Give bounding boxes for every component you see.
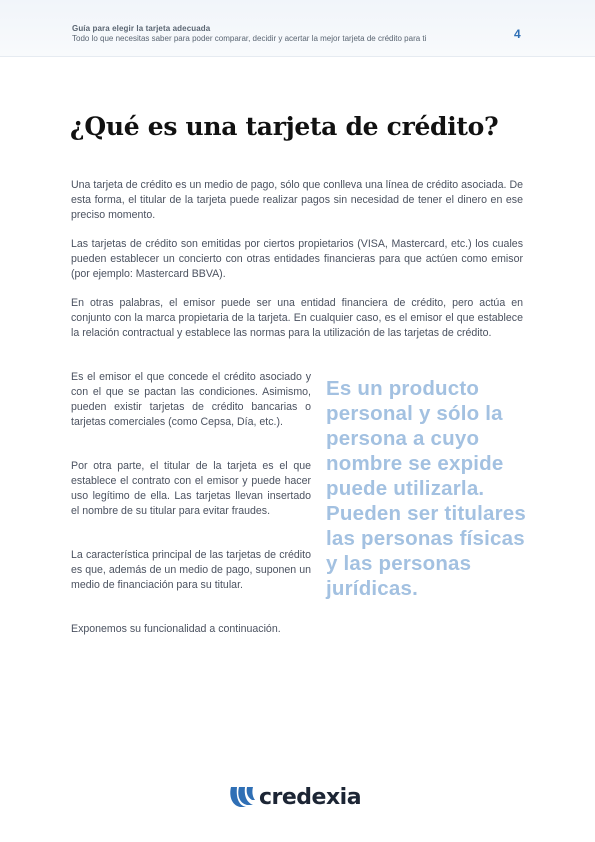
- paragraph-3: En otras palabras, el emisor puede ser una entidad financiera de crédito, pero actúa en conjunto con la marca propietaria de la tarjeta. En cualquier caso, es el emisor el que establece la relación contractual y establece las normas para la utilización de las tarjetas de crédito.: [71, 297, 523, 339]
- page-number: 4: [514, 27, 521, 41]
- logo-wordmark: credexia: [259, 784, 362, 810]
- column-paragraph-2: Por otra parte, el titular de la tarjeta es el que establece el contrato con el emisor y puede hacer uso legítimo de ella. Las tarjetas llevan insertado el nombre de su titular para evitar fraudes.: [71, 460, 311, 517]
- column-paragraph-3: La característica principal de las tarjetas de crédito es que, además de un medio de pago, suponen un medio de financiación para su titular.: [71, 549, 311, 591]
- page-header: [0, 0, 595, 57]
- column-paragraph-1: Es el emisor el que concede el crédito asociado y con el que se pactan las condiciones. Asimismo, pueden existir tarjetas de crédito bancarias o tarjetas comerciales (como Cepsa, Día, etc.).: [71, 371, 311, 428]
- paragraph-2: Las tarjetas de crédito son emitidas por ciertos propietarios (VISA, Mastercard, etc.) los cuales pueden establecer un concierto con otras entidades financieras para que actúen como emisor (por ejemplo: Mastercard BBVA).: [71, 238, 523, 280]
- header-title: Guía para elegir la tarjeta adecuada: [72, 24, 211, 33]
- column-paragraph-4: Exponemos su funcionalidad a continuación.: [71, 623, 281, 635]
- pull-quote: Es un producto personal y sólo la persona a cuyo nombre se expide puede utilizarla. Pueden ser titulares las personas físicas y las personas jurídicas.: [326, 377, 526, 600]
- page-title: ¿Qué es una tarjeta de crédito?: [70, 112, 499, 141]
- header-subtitle: Todo lo que necesitas saber para poder comparar, decidir y acertar la mejor tarjeta de crédito para ti: [72, 34, 427, 43]
- paragraph-1: Una tarjeta de crédito es un medio de pago, sólo que conlleva una línea de crédito asociada. De esta forma, el titular de la tarjeta puede realizar pagos sin necesidad de tener el dinero en ese preciso momento.: [71, 179, 523, 221]
- credexia-logo-icon: [228, 785, 256, 809]
- credexia-logo: [228, 784, 361, 810]
